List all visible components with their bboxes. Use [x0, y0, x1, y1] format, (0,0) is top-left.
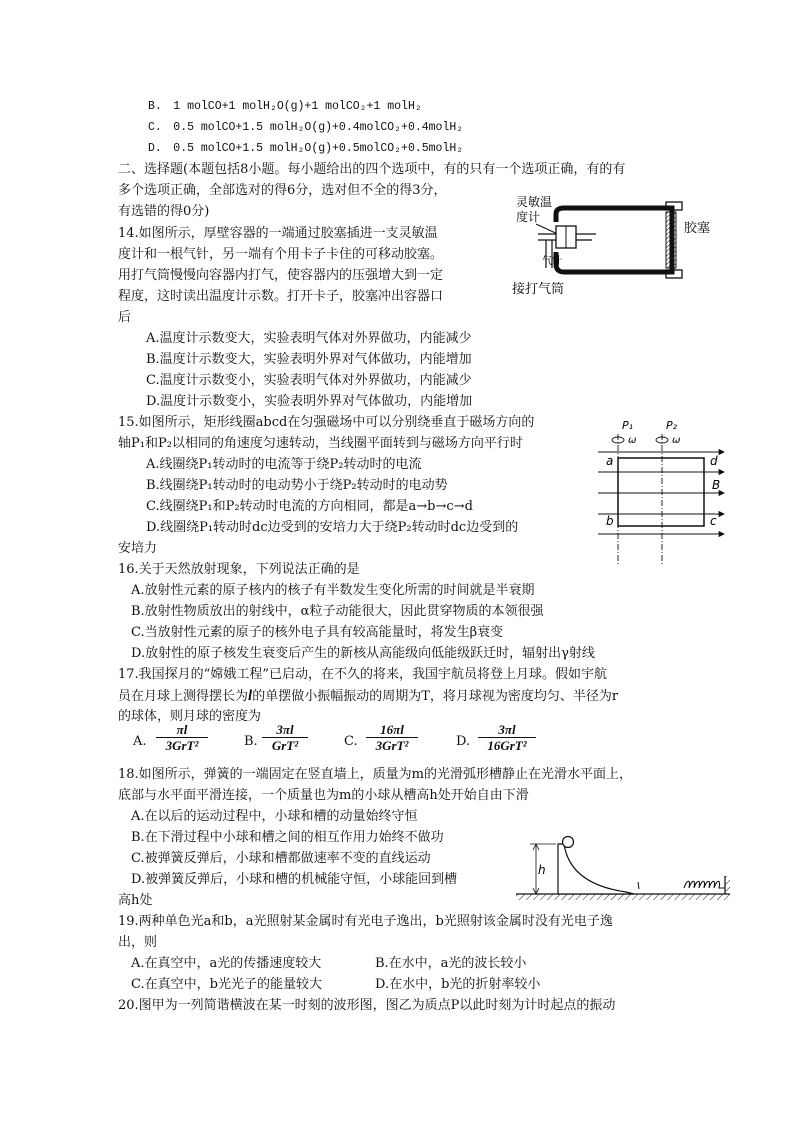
q17-option-c-numerator: 16πl [380, 722, 404, 737]
q19-option-d: D.在水中，b光的折射率较小 [375, 977, 541, 992]
q15-stem-line-2: 轴P₁和P₂以相同的角速度匀速转动，当线圈平面转到与磁场方向平行时 [118, 436, 523, 451]
q15-option-d-continued: 安培力 [118, 541, 158, 556]
q19-option-a: A.在真空中，a光的传播速度较大 [131, 956, 322, 971]
q19-option-b: B.在水中，a光的波长较小 [375, 956, 527, 971]
q17-option-d-numerator: 3πl [498, 722, 516, 737]
q17-option-a-denominator: 3GrT² [165, 738, 199, 753]
q14-fig-needle-label: 气针 [542, 256, 562, 267]
q15-fig-label-c: c [710, 514, 717, 528]
q17-option-c-label: C. [344, 734, 358, 749]
q17-stem-line-3: 的球体，则月球的密度为 [118, 709, 262, 724]
q15-fig-omega-1: ω [628, 435, 637, 446]
q15-fig-p2-label: P₂ [666, 419, 678, 432]
section-heading-line-3: 有选错的得0分) [118, 204, 210, 219]
q17-stem-line-2b: 的单摆做小振幅振动的周期为T，将月球视为密度均匀、半径为r [252, 689, 619, 704]
q18-option-d-continued: 高h处 [118, 893, 153, 908]
q18-stem-line-2: 底部与水平面平滑连接，一个质量也为m的小球从槽高h处开始自由下滑 [118, 788, 529, 803]
q15-fig-omega-2: ω [672, 435, 681, 446]
q18-fig-height-label: h [538, 863, 546, 877]
q17-option-b-label: B. [244, 734, 258, 749]
q14-option-c: C.温度计示数变小，实验表明气体对外界做功，内能减少 [146, 373, 472, 388]
q18-option-b: B.在下滑过程中小球和槽之间的相互作用力始终不做功 [131, 830, 444, 845]
q17-option-b-denominator: GrT² [271, 738, 299, 753]
q14-stem-line-4: 程度，这时读出温度计示数。打开卡子，胶塞冲出容器口 [118, 289, 444, 304]
q15-coil-figure [596, 416, 730, 566]
q18-stem-line-1: 18.如图所示，弹簧的一端固定在竖直墙上，质量为m的光滑弧形槽静止在光滑水平面上， [118, 767, 633, 782]
q14-fig-thermometer-label-1: 灵敏温 [516, 195, 553, 209]
q14-stem-line-5: 后 [118, 310, 132, 325]
q17-stem-line-1: 17.我国探月的“嫦娥工程”已启动，在不久的将来，我国宇航员将登上月球。假如宇航 [118, 667, 607, 682]
q16-option-d: D.放射性的原子核发生衰变后产生的新核从高能级向低能级跃迁时，辐射出γ射线 [131, 646, 595, 661]
q16-option-c: C.当放射性元素的原子的核外电子具有较高能量时，将发生β衰变 [131, 625, 504, 640]
q17-option-d-denominator: 16GrT² [487, 738, 527, 753]
q15-fig-label-a: a [606, 454, 614, 468]
q17-option-d-fraction [478, 722, 536, 754]
q17-option-a-fraction [156, 722, 208, 754]
q17-option-a-label: A. [133, 734, 147, 749]
q15-fig-label-d: d [710, 454, 718, 468]
prev-option-b: B. 1 molCO+1 molH₂O(g)+1 molCO₂+1 molH₂ [148, 100, 422, 113]
q15-option-d: D.线圈绕P₁转动时dc边受到的安培力大于绕P₂转动时dc边受到的 [146, 520, 519, 535]
q18-option-a: A.在以后的运动过程中，小球和槽的动量始终守恒 [131, 809, 418, 824]
q15-option-a: A.线圈绕P₁转动时的电流等于绕P₂转动时的电流 [146, 457, 422, 472]
q18-option-c: C.被弹簧反弹后，小球和槽都做速率不变的直线运动 [131, 851, 431, 866]
q18-option-d: D.被弹簧反弹后，小球和槽的机械能守恒，小球能回到槽 [131, 872, 458, 887]
q17-option-c-denominator: 3GrT² [375, 738, 409, 753]
q16-option-a: A.放射性元素的原子核内的核子有半数发生变化所需的时间就是半衰期 [131, 583, 535, 598]
q14-container-figure [486, 190, 711, 302]
q15-fig-label-b: b [606, 514, 614, 528]
q19-stem-line-1: 19.两种单色光a和b，a光照射某金属时有光电子逸出，b光照射该金属时没有光电子逸 [118, 914, 613, 929]
q14-fig-pump-label: 接打气筒 [512, 282, 565, 297]
q15-stem-line-1: 15.如图所示，矩形线圈abcd在匀强磁场中可以分别绕垂直于磁场方向的 [118, 415, 535, 430]
q19-option-c: C.在真空中，b光光子的能量较大 [131, 977, 322, 992]
q14-option-a: A.温度计示数变大，实验表明气体对外界做功，内能减少 [146, 331, 472, 346]
q15-fig-field-label: B [712, 478, 721, 492]
q15-option-b: B.线圈绕P₁转动时的电动势小于绕P₂转动时的电动势 [146, 478, 448, 493]
q17-l-symbol: l [248, 688, 253, 704]
q14-stem-line-1: 14.如图所示，厚壁容器的一端通过胶塞插进一支灵敏温 [118, 226, 438, 241]
q17-option-b-numerator: 3πl [276, 722, 294, 737]
q17-option-c-fraction [366, 722, 418, 754]
q14-fig-stopper-label: 胶塞 [684, 221, 711, 236]
q16-stem: 16.关于天然放射现象，下列说法正确的是 [118, 562, 360, 577]
q19-stem-line-2: 出，则 [118, 935, 158, 950]
q16-option-b: B.放射性物质放出的射线中，α粒子动能很大，因此贯穿物质的本领很强 [131, 604, 544, 619]
q17-option-d-label: D. [456, 734, 471, 749]
q17-option-b-fraction [262, 722, 308, 754]
q18-groove-figure [516, 832, 730, 904]
q17-option-a-numerator: πl [176, 722, 188, 737]
section-heading-line-1: 二、选择题(本题包括8小题。每小题给出的四个选项中，有的只有一个选项正确，有的有 [118, 162, 626, 177]
q14-option-b: B.温度计示数变大，实验表明外界对气体做功，内能增加 [146, 352, 472, 367]
section-heading-line-2: 多个选项正确，全部选对的得6分，选对但不全的得3分， [118, 183, 447, 198]
q14-fig-thermometer-label-2: 度计 [516, 210, 541, 224]
q14-option-d: D.温度计示数变小，实验表明外界对气体做功，内能增加 [146, 394, 473, 409]
q14-stem-line-2: 度计和一根气针，另一端有个用卡子卡住的可移动胶塞。 [118, 247, 444, 262]
q15-fig-p1-label: P₁ [622, 419, 634, 432]
q20-stem: 20.图甲为一列简谐横波在某一时刻的波形图，图乙为质点P以此时刻为计时起点的振动 [118, 998, 616, 1013]
q15-option-c: C.线圈绕P₁和P₂转动时电流的方向相同，都是a→b→c→d [146, 499, 473, 514]
q17-stem-line-2 [118, 686, 618, 707]
prev-option-d: D. 0.5 molCO+1.5 molH₂O(g)+0.5molCO₂+0.5molH₂ [148, 142, 464, 155]
q17-stem-line-2a: 员在月球上测得摆长为 [118, 689, 249, 704]
prev-option-c: C. 0.5 molCO+1.5 molH₂O(g)+0.4molCO₂+0.4molH₂ [148, 121, 464, 134]
q14-stem-line-3: 用打气筒慢慢向容器内打气，使容器内的压强增大到一定 [118, 268, 444, 283]
